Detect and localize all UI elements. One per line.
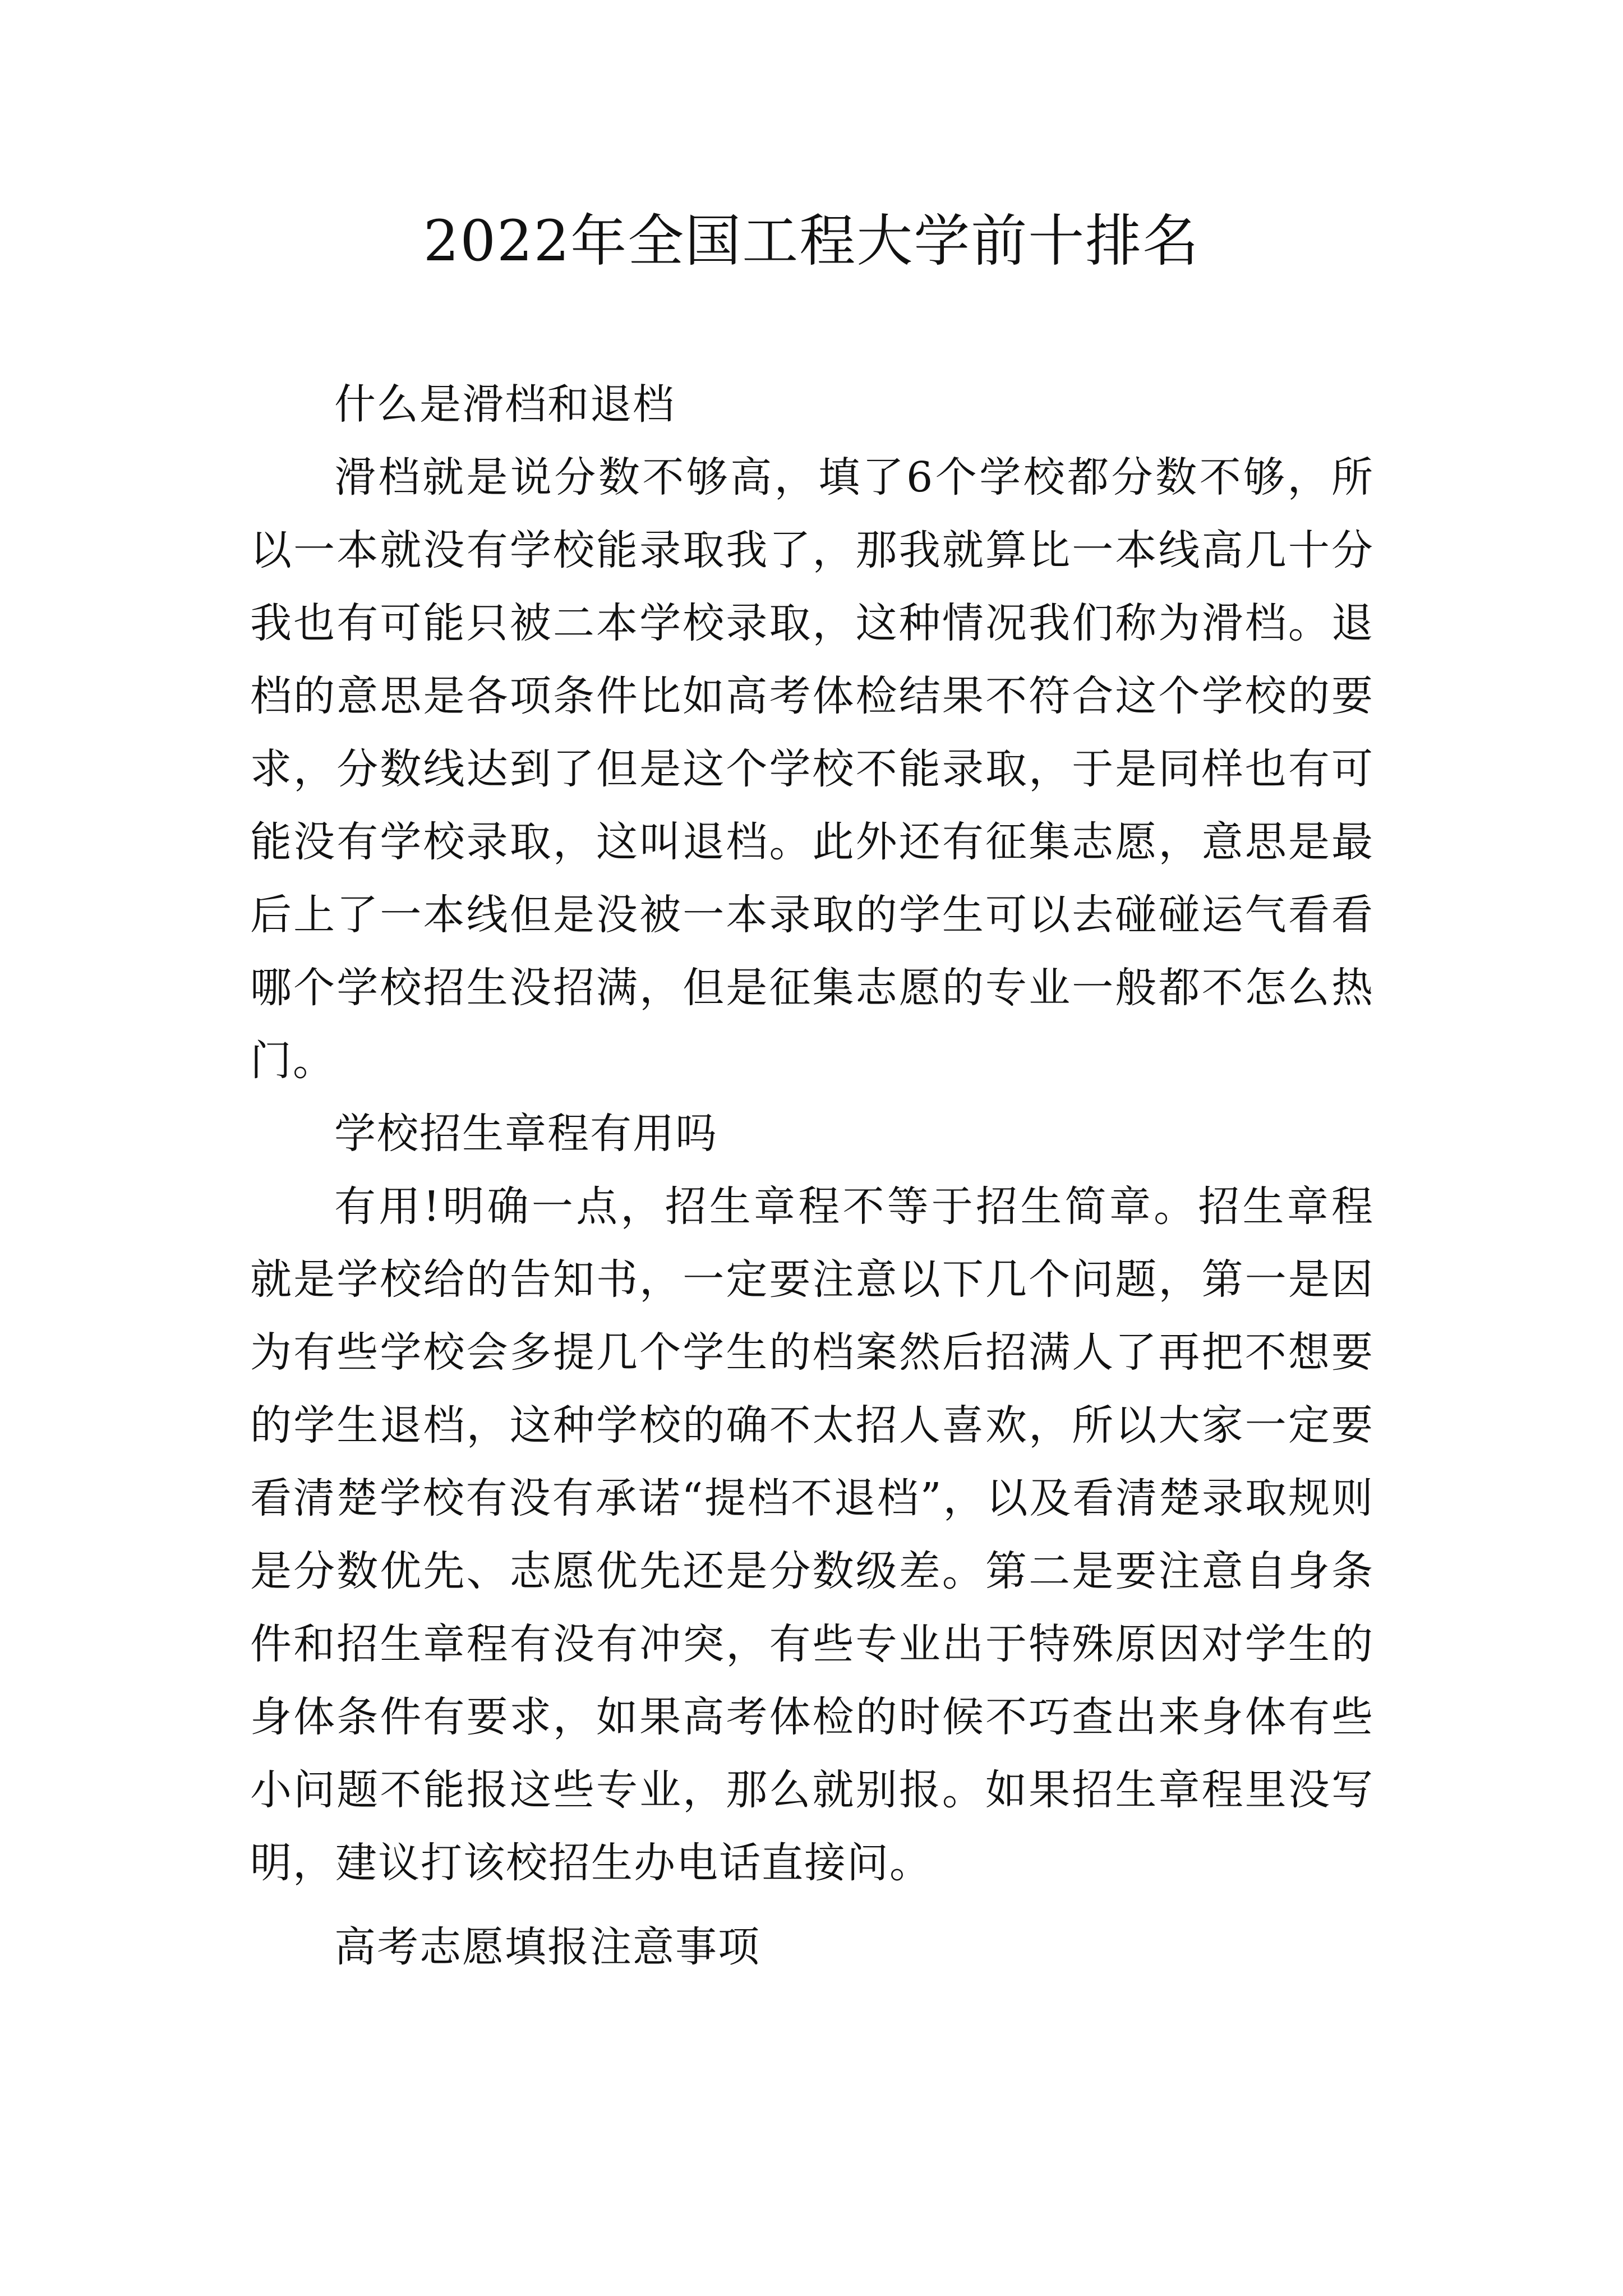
section-paragraph-slide-and-reject: 滑档就是说分数不够高，填了6个学校都分数不够，所以一本就没有学校能录取我了，那我就算比一本线高几十分我也有可能只被二本学校录取，这种情况我们称为滑档。退档的意思是各项条件比如高考体检结果不符合这个学校的要求，分数线达到了但是这个学校不能录取，于是同样也有可能没有学校录取，这叫退档。此外还有征集志愿，意思是最后上了一本线但是没被一本录取的学生可以去碰碰运气看看哪个学校招生没招满，但是征集志愿的专业一般都不怎么热门。 (250, 453, 1374, 1085)
document-title: 2022年全国工程大学前十排名 (423, 208, 1200, 274)
section-spacer (250, 1899, 1374, 1911)
document-body (250, 368, 1374, 1984)
section-heading-slide-and-reject: 什么是滑档和退档 (334, 380, 675, 429)
section-heading-application-notes: 高考志愿填报注意事项 (334, 1923, 760, 1971)
section-paragraph-admission-charter: 有用!明确一点，招生章程不等于招生简章。招生章程就是学校给的告知书，一定要注意以下几个问题，第一是因为有些学校会多提几个学生的档案然后招满人了再把不想要的学生退档，这种学校的确不太招人喜欢，所以大家一定要看清楚学校有没有承诺“提档不退档”，以及看清楚录取规则是分数优先、志愿优先还是分数级差。第二是要注意自身条件和招生章程有没有冲突，有些专业出于特殊原因对学生的身体条件有要求，如果高考体检的时候不巧查出来身体有些小问题不能报这些专业，那么就别报。如果招生章程里没写明，建议打该校招生办电话直接问。 (250, 1182, 1374, 1887)
section-heading-admission-charter: 学校招生章程有用吗 (334, 1110, 718, 1158)
